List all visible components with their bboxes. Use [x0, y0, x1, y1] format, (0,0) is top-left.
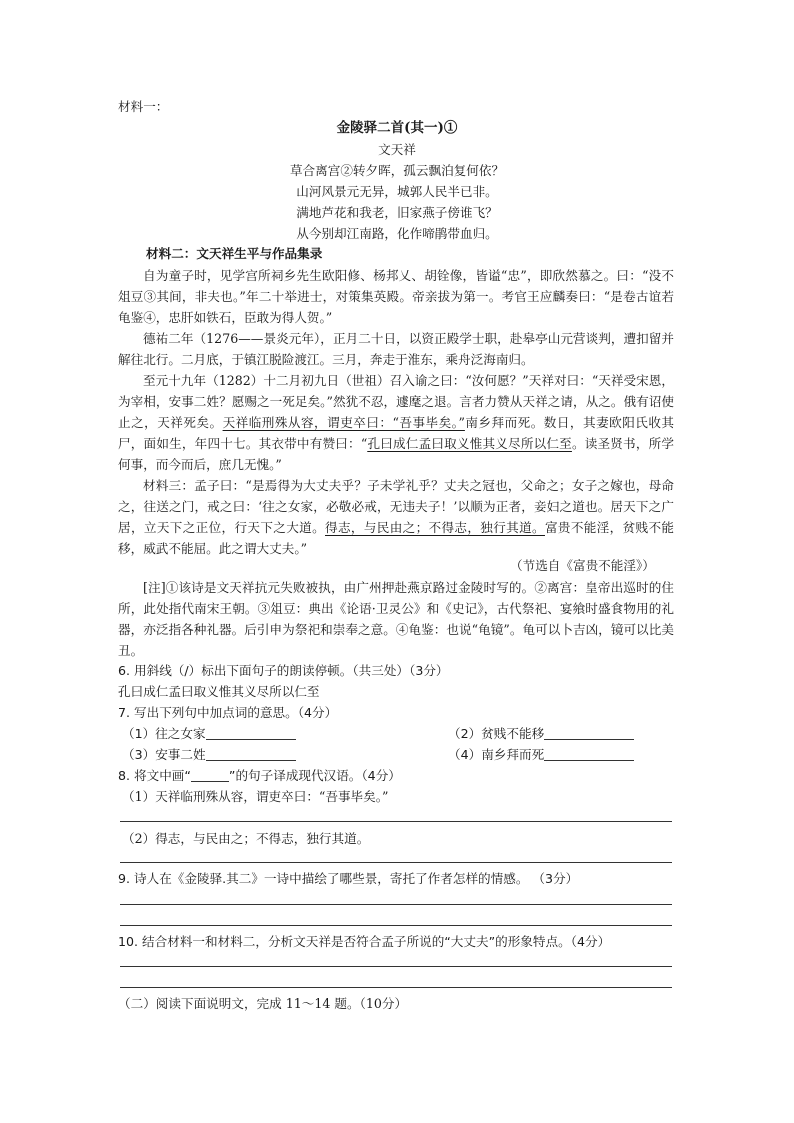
q8-answer-line-2[interactable] [120, 862, 672, 863]
translate-sentence-1: 天祥临刑殊从容，谓吏卒曰：“吾事毕矣。” [222, 415, 465, 430]
material1-label: 材料一： [118, 99, 169, 114]
material3-text-a: 材料三：孟子曰：“是焉得为大丈夫乎？子未学礼乎？丈夫之冠也，父命之；女子之嫁也，母命之，往送之门，戒之曰：‘往之女家，必敬必戒，无违夫子！’以顺为正者，妾妇之道也。居天下之广居，立天下之正位，行天下之大道。 [118, 478, 674, 535]
poem-title: 金陵驿二首(其一)① [336, 120, 458, 136]
pause-sentence: 孔曰成仁孟曰取义惟其义尽所以仁至 [367, 436, 572, 451]
material2-p3-text-c: 。读圣贤书，所学何事，而今而后，庶几无愧。” [118, 436, 674, 472]
q8-underline-sample [191, 767, 229, 782]
material3-source: （节选自《富贵不能淫》） [510, 558, 655, 573]
q9-answer-line-2[interactable] [120, 925, 672, 926]
section2-heading: （二）阅读下面说明文，完成 11～14 题。（10分） [118, 996, 408, 1011]
q8-stem [118, 766, 401, 786]
poem-line-4: 从今别却江南路，化作啼鹃带血归。 [296, 226, 498, 241]
q7-item-3-label: （3）安事二姓 [122, 747, 206, 762]
poem-line-1: 草合离宫②转夕晖，孤云飘泊复何依？ [289, 163, 505, 178]
q8-stem-b: ”的句子译成现代汉语。（4分） [228, 768, 401, 783]
material2-p3-text-b: 南乡拜而死。数日，其妻欧阳氏收其尸，面如生，年四十七。其衣带中有赞曰：“ [118, 415, 675, 451]
material3-text-b: 富贵不能淫，贫贱不能移，威武不能屈。此之谓大丈夫。” [118, 520, 675, 556]
material2-paragraph-1: 自为童子时，见学宫所祠乡先生欧阳修、杨邦乂、胡铨像，皆谥“忠”，即欣然慕之。曰：“没不俎豆③其间，非夫也。”年二十举进士，对策集英殿。帝亲拔为第一。考官王应麟奏曰：“是卷古谊若龟鉴④，忠肝如铁石，臣敢为得人贺。” [118, 268, 674, 325]
q7-item-4 [448, 745, 634, 765]
material2-paragraph-2: 德祐二年（1276——景炎元年），正月二十日，以资正殿学士职，赴皋亭山元营谈判，遭扣留并解往北行。二月底，于镇江脱险渡江。三月，奔走于淮东，乘舟泛海南归。 [118, 331, 674, 367]
translate-sentence-2: 得志，与民由之；不得志，独行其道。 [325, 520, 545, 535]
q7-answer-1[interactable] [206, 725, 296, 740]
q7-answer-2[interactable] [544, 725, 634, 740]
q7-item-1 [122, 724, 296, 744]
q9-stem: 9. 诗人在《金陵驿.其二》一诗中描绘了哪些景，寄托了作者怎样的情感。 （3分） [118, 871, 579, 886]
material2-p3-text-a: 至元十九年（1282）十二月初九日（世祖）召入谕之曰：“汝何愿？”天祥对曰：“天祥受宋恩，为宰相，安事二姓？愿赐之一死足矣。”然犹不忍，遽麾之退。言者力赞从天祥之请，从之。俄有诏使止之，天祥死矣。 [118, 373, 674, 430]
q10-answer-line-2[interactable] [120, 987, 672, 988]
poem-line-2: 山河风景元无异，城郭人民半已非。 [296, 184, 498, 199]
q8-answer-line-1[interactable] [120, 821, 672, 822]
q10-answer-line-1[interactable] [120, 966, 672, 967]
q9-answer-line-1[interactable] [120, 904, 672, 905]
q6-stem: 6. 用斜线（/）标出下面句子的朗读停顿。（共三处）（3分） [118, 663, 449, 678]
q7-item-4-label: （4）南乡拜而死 [448, 747, 545, 762]
q7-item-1-label: （1）往之女家 [122, 726, 206, 741]
q8-sentence-2: （2）得志，与民由之；不得志，独行其道。 [122, 831, 370, 846]
q7-item-2-label: （2）贫贱不能移 [448, 726, 545, 741]
poem-line-3: 满地芦花和我老，旧家燕子傍谁飞？ [296, 205, 498, 220]
q8-sentence-1: （1）天祥临刑殊从容，谓吏卒曰：“吾事毕矣。” [122, 789, 389, 804]
q7-answer-3[interactable] [206, 746, 296, 761]
footnotes: [注]①该诗是文天祥抗元失败被执，由广州押赴燕京路过金陵时写的。②离宫：皇帝出巡时的住所，此处指代南宋王朝。③俎豆：典出《论语·卫灵公》和《史记》，古代祭祀、宴飨时盛食物用的礼器，亦泛指各种礼器。后引申为祭祀和崇奉之意。④龟鉴：也说“龟镜”。龟可以卜吉凶，镜可以比美丑。 [118, 580, 674, 658]
q7-item-3 [122, 745, 296, 765]
q7-item-2 [448, 724, 634, 744]
q8-stem-a: 8. 将文中画“ [118, 768, 191, 783]
q10-stem: 10. 结合材料一和材料二，分析文天祥是否符合孟子所说的“大丈夫”的形象特点。（4分） [118, 934, 611, 949]
q6-sentence: 孔曰成仁孟曰取义惟其义尽所以仁至 [118, 684, 320, 699]
poem-author: 文天祥 [378, 142, 416, 157]
q7-stem: 7. 写出下列句中加点词的意思。（4分） [118, 705, 338, 720]
material2-paragraph-3 [118, 370, 674, 475]
material2-heading: 材料二：文天祥生平与作品集录 [146, 246, 323, 261]
q7-answer-4[interactable] [544, 746, 634, 761]
material3-paragraph [118, 475, 674, 559]
